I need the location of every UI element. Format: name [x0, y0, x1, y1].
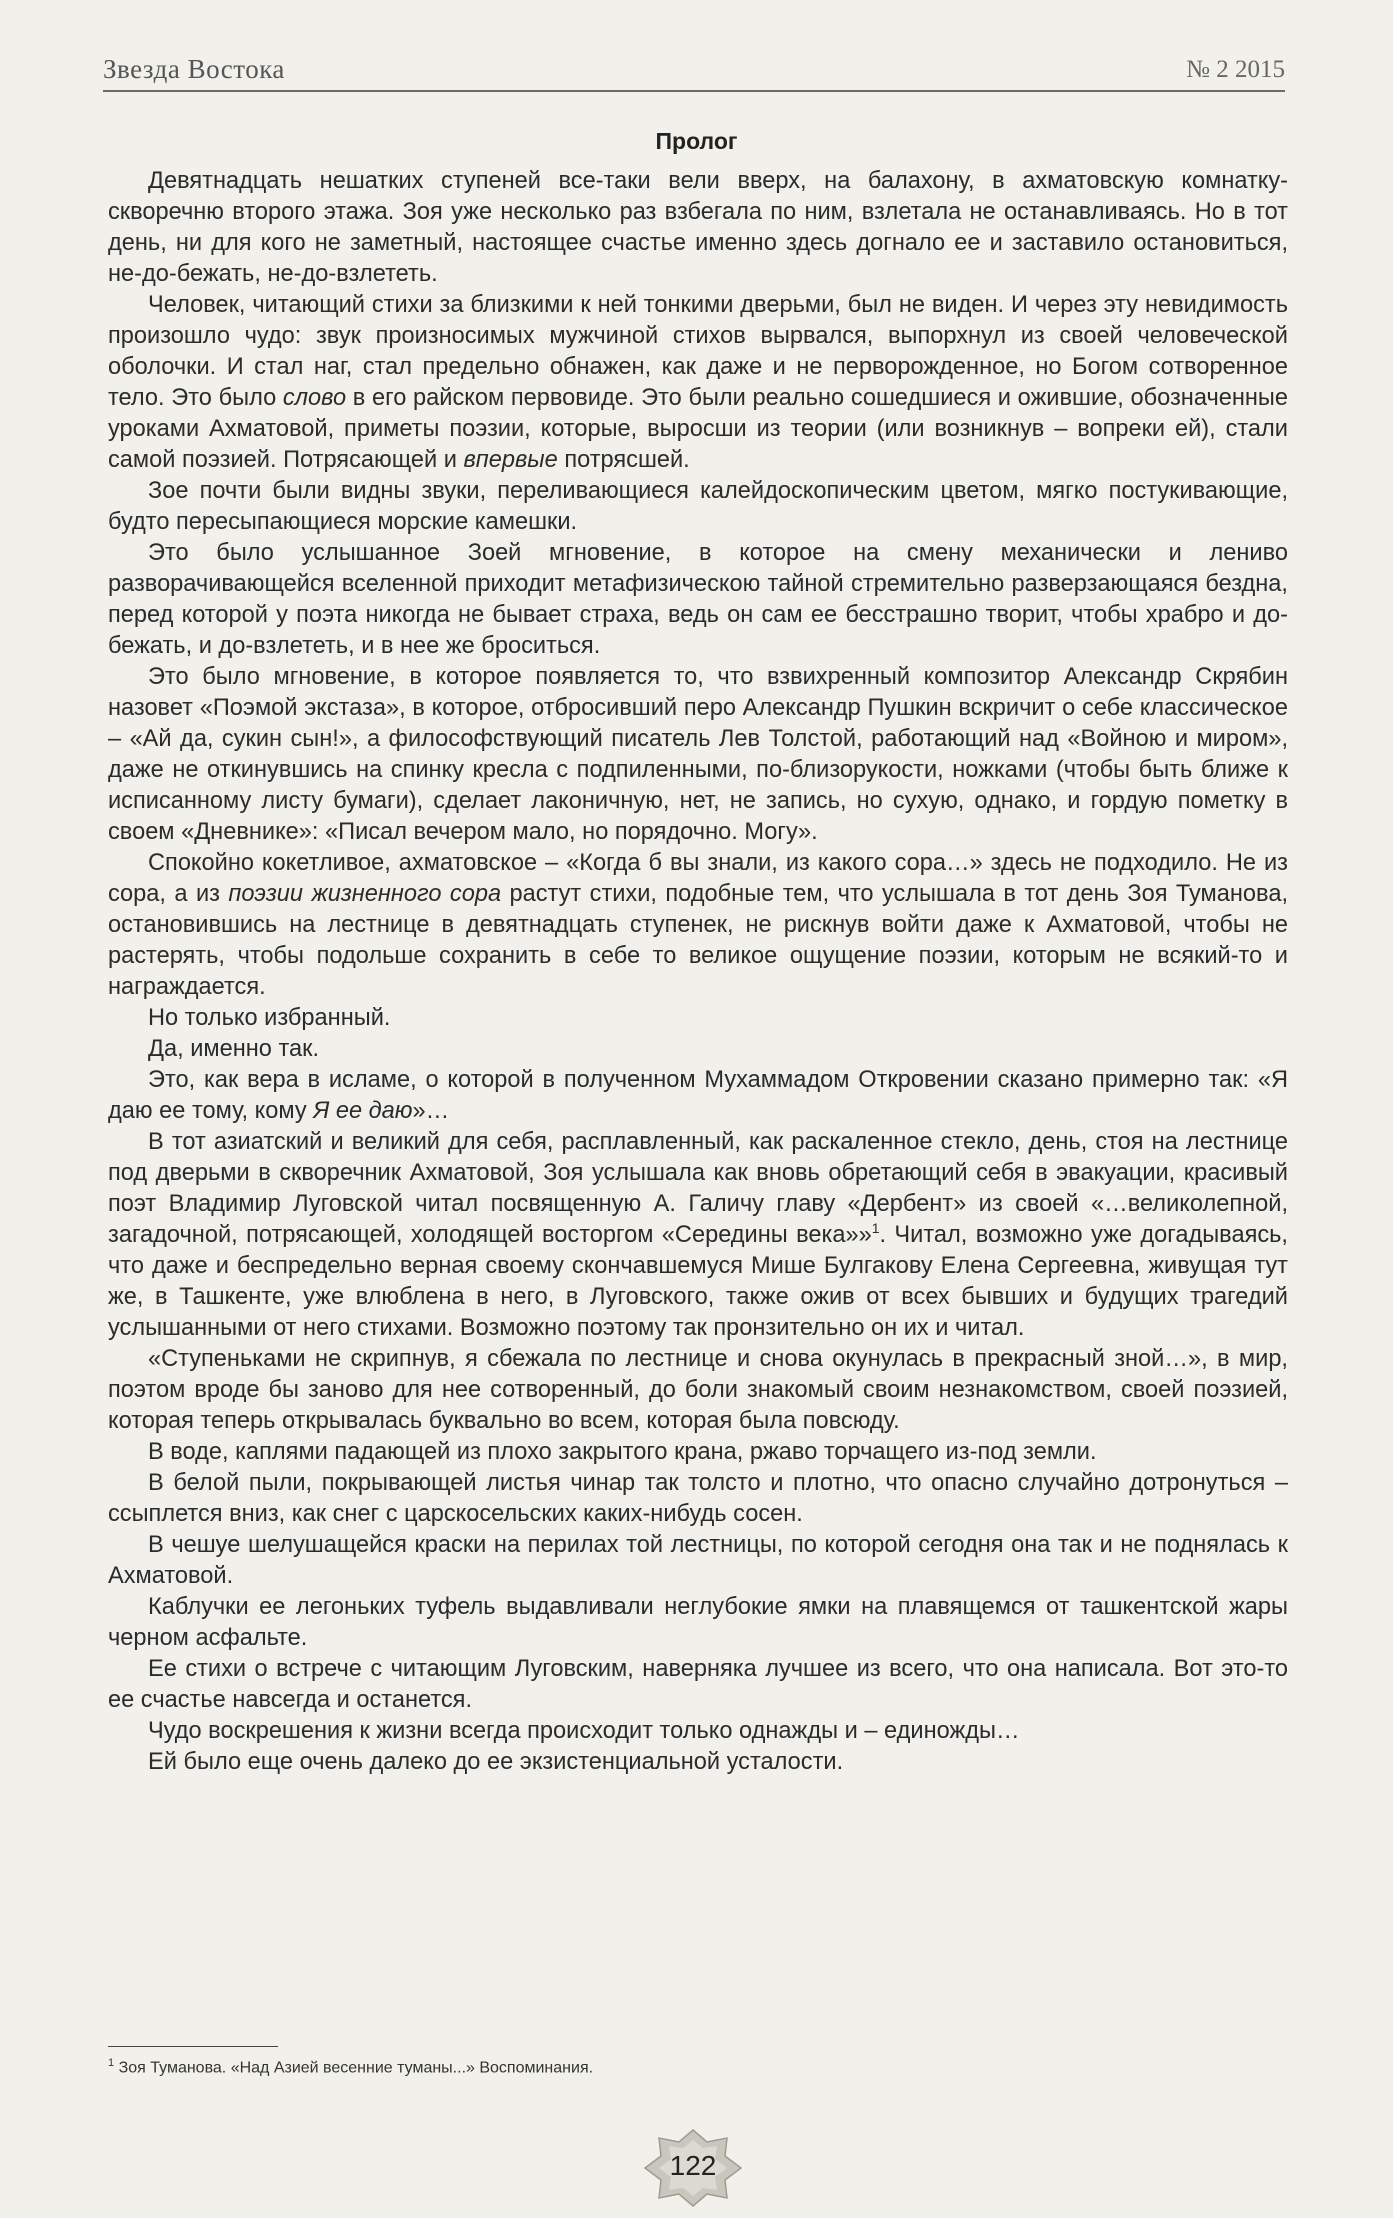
page-number-badge: [643, 2128, 743, 2208]
paragraph: Это, как вера в исламе, о которой в полученном Мухаммадом Откровении сказано примерно так: «Я даю ее тому, кому Я ее даю»…: [108, 1067, 1288, 1124]
running-header: [103, 50, 1285, 92]
footnote-rule: [108, 2046, 278, 2047]
paragraph: Каблучки ее легоньких туфель выдавливали неглубокие ямки на плавящемся от ташкентской жары черном асфальте.: [108, 1594, 1288, 1651]
paragraph: В белой пыли, покрывающей листья чинар так толсто и плотно, что опасно случайно дотронуться – ссыплется вниз, как снег с царскосельских каких-нибудь сосен.: [108, 1470, 1288, 1527]
paragraph: В воде, каплями падающей из плохо закрытого крана, ржаво торчащего из-под земли.: [148, 1439, 1097, 1465]
paragraph: В тот азиатский и великий для себя, расплавленный, как раскаленное стекло, день, стоя на лестнице под дверьми в скворечник Ахматовой, Зоя услышала как вновь обретающий себя в эвакуации, красивый поэт Владимир Луговской читал посвященную А. Галичу главу «Дербент» из своей «…великолепной, загадочной, потрясающей, холодящей восторгом «Середины века»»$^1$. Читал, возможно уже догадываясь, что даже и беспредельно верная своему скончавшемуся Мише Булгакову Елена Сергеевна, живущая тут же, в Ташкенте, уже влюблена в него, в Луговского, также ожив от всех бывших и будущих трагедий услышанными от него стихами. Возможно поэтому так пронзительно он их и читал.: [108, 1129, 1288, 1341]
footnote-marker: 1: [108, 2057, 115, 2069]
paragraph: Ей было еще очень далеко до ее экзистенциальной усталости.: [148, 1749, 844, 1775]
paragraph: Да, именно так.: [148, 1036, 320, 1062]
paragraph: «Ступеньками не скрипнув, я сбежала по лестнице и снова окунулась в прекрасный зной…», в мир, поэтом вроде бы заново для нее сотворенный, до боли знакомый своим незнакомством, своей поэзией, которая теперь открывалась буквально во всем, которая была повсюду.: [108, 1346, 1288, 1434]
paragraph: В чешуе шелушащейся краски на перилах той лестницы, по которой сегодня она так и не поднялась к Ахматовой.: [108, 1532, 1288, 1589]
paragraph: Чудо воскрешения к жизни всегда происходит только однажды и – единожды…: [148, 1718, 1020, 1744]
paragraph: Ее стихи о встрече с читающим Луговским, наверняка лучшее из всего, что она написала. Вот это-то ее счастье навсегда и останется.: [108, 1656, 1288, 1713]
journal-name: Звезда Востока: [103, 54, 285, 84]
paragraph: Это было услышанное Зоей мгновение, в которое на смену механически и лениво разворачивающейся вселенной приходит метафизическою тайной стремительно разверзающаяся бездна, перед которой у поэта никогда не бывает страха, ведь он сам ее бесстрашно творит, чтобы храбро и до-бежать, и до-взлететь, и в нее же броситься.: [108, 540, 1288, 659]
body-text: [108, 166, 1288, 1778]
footnote-text: Зоя Туманова. «Над Азией весенние туманы...» Воспоминания.: [118, 2059, 594, 2077]
paragraph: Человек, читающий стихи за близкими к ней тонкими дверьми, был не виден. И через эту невидимость произошло чудо: звук произносимых мужчиной стихов вырвался, выпорхнул из своей человеческой оболочки. И стал наг, стал предельно обнажен, как даже и не перворожденное, но Богом сотворенное тело. Это было слово в его райском первовиде. Это были реально сошедшиеся и ожившие, обозначенные уроками Ахматовой, приметы поэзии, которые, выросши из теории (или возникнув – вопреки ей), стали самой поэзией. Потрясающей и впервые потрясшей.: [108, 292, 1288, 473]
paragraph: Зое почти были видны звуки, переливающиеся калейдоскопическим цветом, мягко постукивающие, будто пересыпающиеся морские камешки.: [108, 478, 1288, 535]
paragraph: Но только избранный.: [148, 1005, 391, 1031]
paragraph: Девятнадцать нешатких ступеней все-таки вели вверх, на балахону, в ахматовскую комнатку-скворечню второго этажа. Зоя уже несколько раз взбегала по ним, взлетала не останавливаясь. Но в тот день, ни для кого не заметный, настоящее счастье именно здесь догнало ее и заставило остановиться, не-до-бежать, не-до-взлететь.: [108, 168, 1288, 287]
page-number: 122: [669, 2150, 717, 2181]
paragraph: Спокойно кокетливое, ахматовское – «Когда б вы знали, из какого сора…» здесь не подходило. Не из сора, а из поэзии жизненного сора растут стихи, подобные тем, что услышала в тот день Зоя Туманова, остановившись на лестнице в девятнадцать ступенек, не рискнув войти даже к Ахматовой, чтобы не растерять, чтобы подольше сохранить в себе то великое ощущение поэзии, которым не всякий-то и награждается.: [108, 850, 1288, 1000]
paragraph: Это было мгновение, в которое появляется то, что взвихренный композитор Александр Скрябин назовет «Поэмой экстаза», в которое, отбросивший перо Александр Пушкин вскричит о себе классическое – «Ай да, сукин сын!», а философствующий писатель Лев Толстой, работающий над «Войною и миром», даже не откинувшись на спинку кресла с подпиленными, по-близорукости, ножками (чтобы быть ближе к исписанному листу бумаги), сделает лаконичную, нет, не запись, но сухую, однако, и гордую пометку в своем «Дневнике»: «Писал вечером мало, но порядочно. Могу».: [108, 664, 1288, 845]
section-title: Пролог: [655, 128, 738, 154]
issue-number: № 2 2015: [1186, 56, 1285, 83]
footnote: [108, 2057, 1008, 2077]
